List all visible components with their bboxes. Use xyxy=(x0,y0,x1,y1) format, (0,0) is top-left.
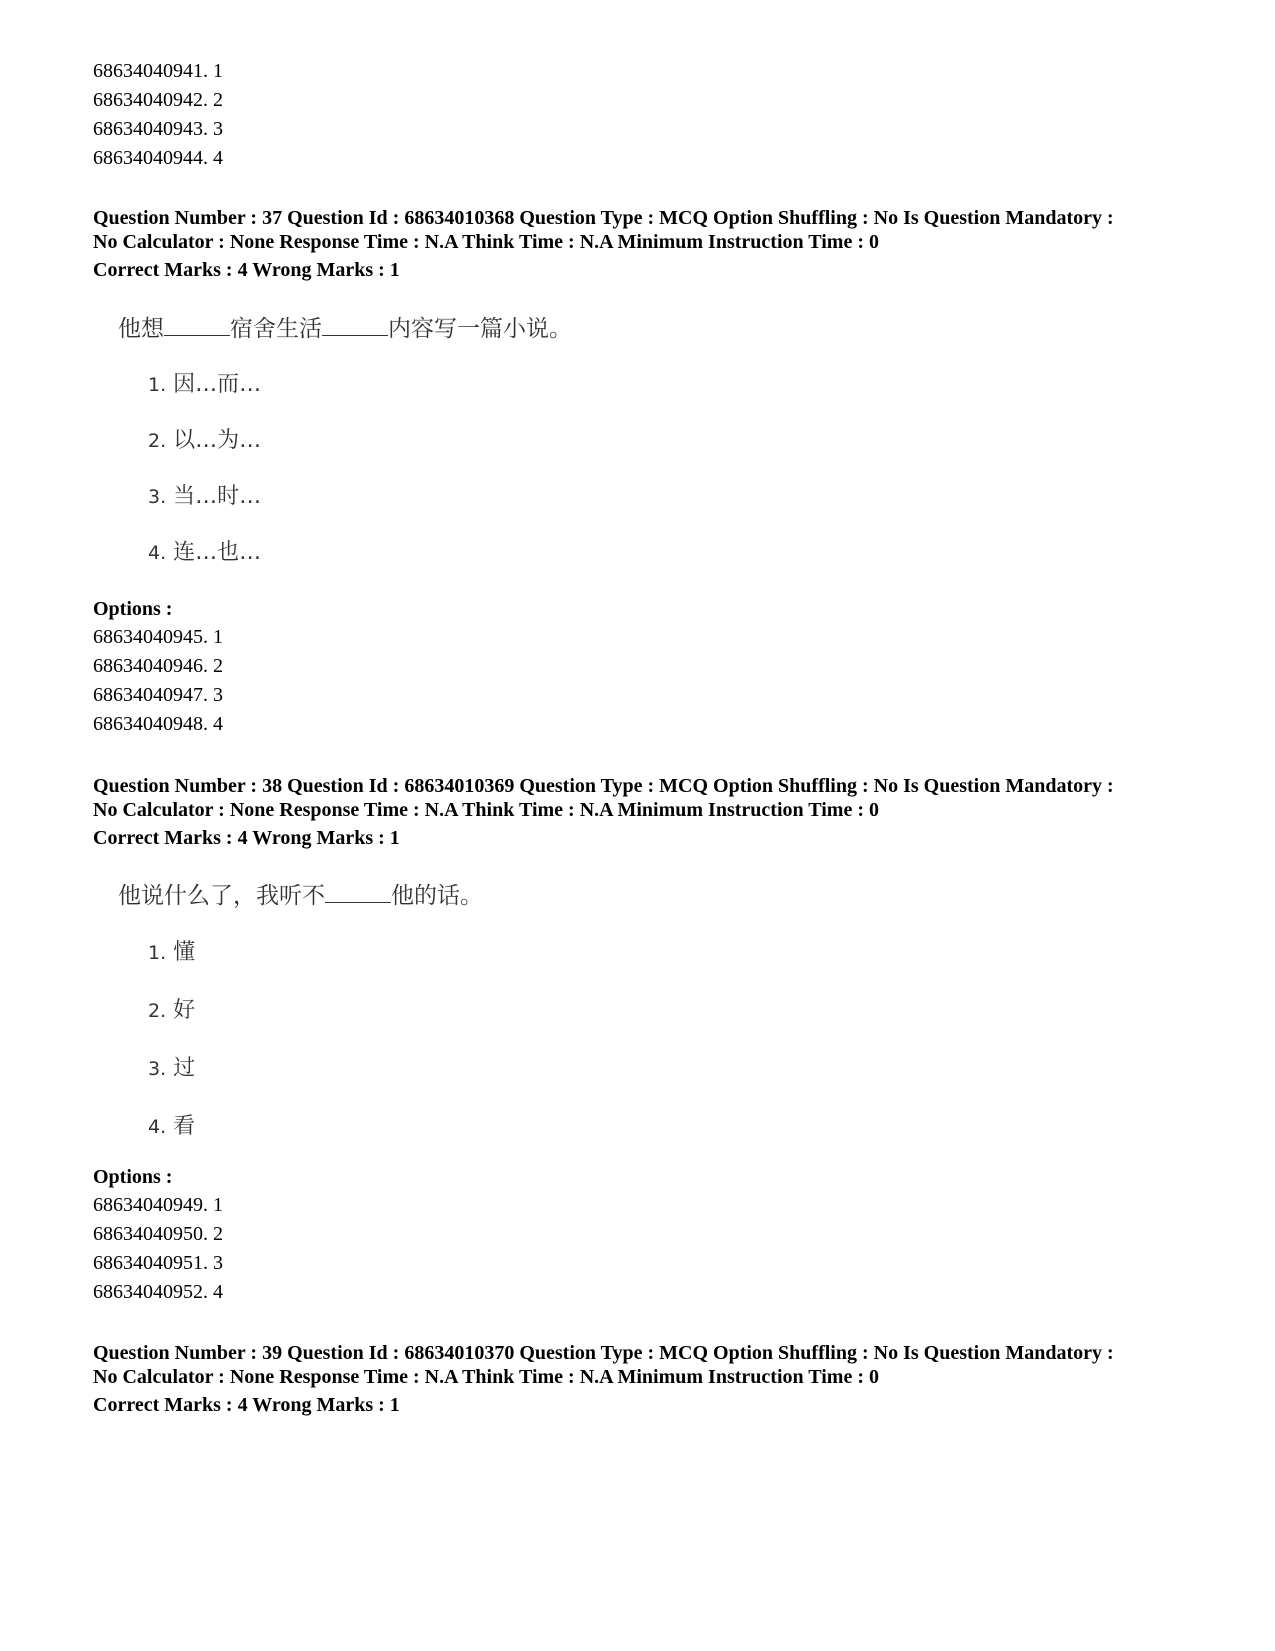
choice-text: 过 xyxy=(173,1056,196,1081)
question-image xyxy=(118,880,483,910)
question-stem xyxy=(118,313,572,343)
fill-blank xyxy=(325,880,391,903)
choice-item xyxy=(148,998,195,1024)
option-line: 68634040947. 3 xyxy=(93,684,223,706)
option-line: 68634040943. 3 xyxy=(93,118,223,140)
option-line: 68634040944. 4 xyxy=(93,147,223,169)
question-marks: Correct Marks : 4 Wrong Marks : 1 xyxy=(93,1394,400,1416)
option-line: 68634040949. 1 xyxy=(93,1194,223,1216)
choice-number: 2. xyxy=(148,430,167,452)
question-header: No Calculator : None Response Time : N.A Think Time : N.A Minimum Instruction Time : 0 xyxy=(93,231,879,253)
choice-number: 1. xyxy=(148,374,167,396)
option-line: 68634040948. 4 xyxy=(93,713,223,735)
choice-number: 3. xyxy=(148,1058,167,1080)
stem-text: 他说什么了，我听不 xyxy=(118,883,325,909)
stem-text: 他的话。 xyxy=(391,883,483,909)
fill-blank xyxy=(164,313,230,336)
question-header: Question Number : 38 Question Id : 68634010369 Question Type : MCQ Option Shuffling : No Is Question Mandatory : xyxy=(93,775,1114,797)
choice-item xyxy=(148,428,261,454)
option-line: 68634040951. 3 xyxy=(93,1252,223,1274)
question-stem xyxy=(118,880,483,910)
stem-text: 他想 xyxy=(118,316,164,342)
choice-number: 3. xyxy=(148,486,167,508)
fill-blank xyxy=(322,313,388,336)
choice-text: 当…时… xyxy=(173,484,262,509)
choice-text: 好 xyxy=(173,998,196,1023)
question-header: No Calculator : None Response Time : N.A Think Time : N.A Minimum Instruction Time : 0 xyxy=(93,1366,879,1388)
choice-text: 因…而… xyxy=(173,372,262,397)
choice-number: 4. xyxy=(148,542,167,564)
choice-text: 懂 xyxy=(173,940,196,965)
choice-text: 看 xyxy=(173,1114,196,1139)
choice-item xyxy=(148,372,261,398)
question-header: No Calculator : None Response Time : N.A Think Time : N.A Minimum Instruction Time : 0 xyxy=(93,799,879,821)
question-image xyxy=(118,313,572,343)
choice-number: 2. xyxy=(148,1000,167,1022)
choice-number: 1. xyxy=(148,942,167,964)
choice-item xyxy=(148,1056,195,1082)
choice-item xyxy=(148,940,195,966)
choice-item xyxy=(148,484,261,510)
options-label: Options : xyxy=(93,598,173,620)
choice-number: 4. xyxy=(148,1116,167,1138)
option-line: 68634040941. 1 xyxy=(93,60,223,82)
stem-text: 内容写一篇小说。 xyxy=(388,316,572,342)
options-label: Options : xyxy=(93,1166,173,1188)
option-line: 68634040950. 2 xyxy=(93,1223,223,1245)
choice-item xyxy=(148,540,261,566)
option-line: 68634040942. 2 xyxy=(93,89,223,111)
stem-text: 宿舍生活 xyxy=(230,316,322,342)
option-line: 68634040952. 4 xyxy=(93,1281,223,1303)
option-line: 68634040945. 1 xyxy=(93,626,223,648)
question-header: Question Number : 37 Question Id : 68634010368 Question Type : MCQ Option Shuffling : No Is Question Mandatory : xyxy=(93,207,1114,229)
question-header: Question Number : 39 Question Id : 68634010370 Question Type : MCQ Option Shuffling : No Is Question Mandatory : xyxy=(93,1342,1114,1364)
question-marks: Correct Marks : 4 Wrong Marks : 1 xyxy=(93,259,400,281)
choice-text: 以…为… xyxy=(173,428,262,453)
choice-text: 连…也… xyxy=(173,540,262,565)
question-marks: Correct Marks : 4 Wrong Marks : 1 xyxy=(93,827,400,849)
choice-item xyxy=(148,1114,195,1140)
option-line: 68634040946. 2 xyxy=(93,655,223,677)
